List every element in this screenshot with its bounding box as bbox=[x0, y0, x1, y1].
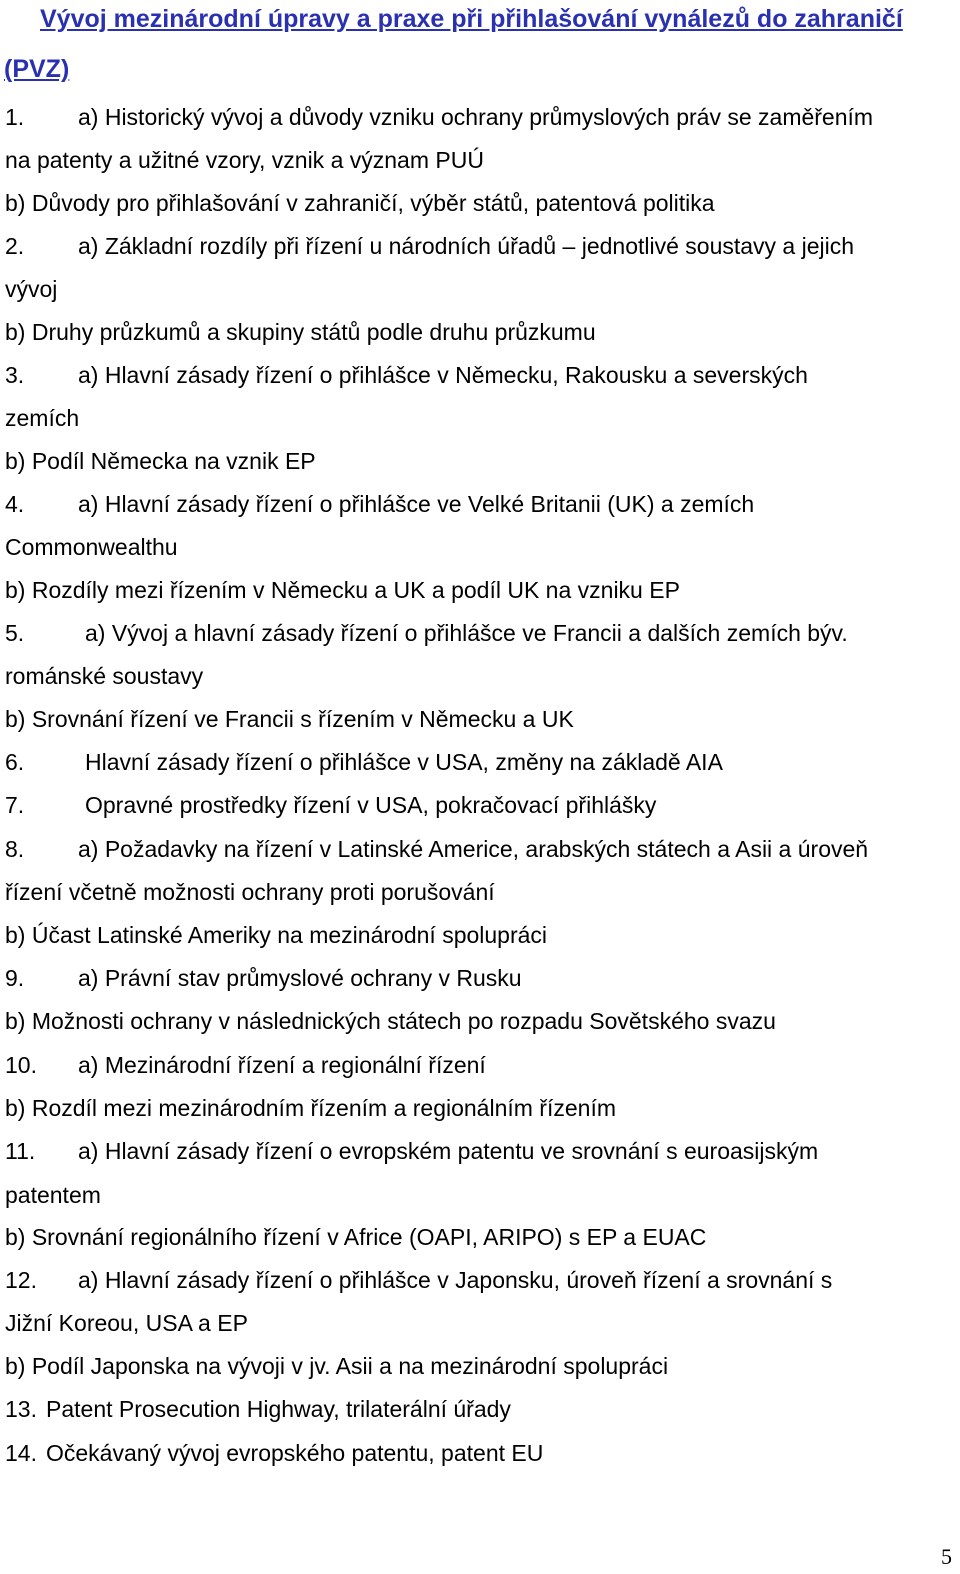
list-item bbox=[5, 620, 848, 647]
item-text: b) Podíl Německa na vznik EP bbox=[5, 448, 316, 474]
item-text: b) Rozdíly mezi řízením v Německu a UK a podíl UK na vzniku EP bbox=[5, 577, 680, 603]
list-item bbox=[5, 1095, 616, 1122]
list-item bbox=[5, 1224, 706, 1251]
item-text: a) Historický vývoj a důvody vzniku ochrany průmyslových práv se zaměřením bbox=[78, 104, 874, 130]
list-item bbox=[5, 104, 873, 131]
list-item bbox=[5, 836, 868, 863]
list-item bbox=[5, 362, 808, 389]
list-item bbox=[5, 1440, 543, 1467]
list-item bbox=[5, 577, 680, 604]
list-item bbox=[5, 663, 203, 690]
item-number: 6. bbox=[5, 749, 25, 775]
list-item bbox=[5, 491, 754, 518]
item-text: a) Hlavní zásady řízení o evropském patentu ve srovnání s euroasijským bbox=[78, 1138, 819, 1164]
list-item bbox=[5, 1353, 668, 1380]
list-item bbox=[5, 233, 854, 260]
list-item bbox=[5, 1267, 832, 1294]
item-text: a) Mezinárodní řízení a regionální řízení bbox=[78, 1052, 486, 1078]
item-text: zemích bbox=[5, 405, 80, 431]
item-text: a) Hlavní zásady řízení o přihlášce v Japonsku, úroveň řízení a srovnání s bbox=[78, 1267, 833, 1293]
item-text: řízení včetně možnosti ochrany proti porušování bbox=[5, 879, 495, 905]
list-item bbox=[5, 1008, 776, 1035]
item-number: 2. bbox=[5, 233, 25, 259]
item-text: Patent Prosecution Highway, trilaterální úřady bbox=[46, 1396, 511, 1422]
item-text: b) Důvody pro přihlašování v zahraničí, výběr států, patentová politika bbox=[5, 190, 715, 216]
list-item bbox=[5, 534, 178, 561]
list-item bbox=[5, 965, 522, 992]
item-text: patentem bbox=[5, 1182, 101, 1208]
list-item bbox=[5, 922, 547, 949]
item-text: b) Účast Latinské Ameriky na mezinárodní spolupráci bbox=[5, 922, 548, 948]
item-text: Opravné prostředky řízení v USA, pokračovací přihlášky bbox=[85, 792, 657, 818]
list-item bbox=[5, 792, 656, 819]
item-text: b) Podíl Japonska na vývoji v jv. Asii a na mezinárodní spolupráci bbox=[5, 1353, 669, 1379]
item-text: b) Srovnání regionálního řízení v Africe (OAPI, ARIPO) s EP a EUAC bbox=[5, 1224, 707, 1250]
item-text: b) Možnosti ochrany v následnických státech po rozpadu Sovětského svazu bbox=[5, 1008, 776, 1034]
item-number: 8. bbox=[5, 836, 25, 862]
item-text: b) Srovnání řízení ve Francii s řízením v Německu a UK bbox=[5, 706, 574, 732]
item-text: Jižní Koreou, USA a EP bbox=[5, 1310, 248, 1336]
item-text: b) Rozdíl mezi mezinárodním řízením a regionálním řízením bbox=[5, 1095, 616, 1121]
item-number: 14. bbox=[5, 1440, 37, 1466]
item-number: 9. bbox=[5, 965, 25, 991]
list-item bbox=[5, 749, 723, 776]
list-item bbox=[5, 190, 715, 217]
list-item bbox=[5, 405, 79, 432]
item-text: a) Právní stav průmyslové ochrany v Rusku bbox=[78, 965, 522, 991]
item-number: 1. bbox=[5, 104, 25, 130]
item-text: a) Vývoj a hlavní zásady řízení o přihlášce ve Francii a dalších zemích býv. bbox=[85, 620, 848, 646]
item-text: vývoj bbox=[5, 276, 58, 302]
item-number: 5. bbox=[5, 620, 25, 646]
item-number: 12. bbox=[5, 1267, 37, 1293]
list-item bbox=[5, 1052, 486, 1079]
item-text: a) Požadavky na řízení v Latinské Americe, arabských státech a Asii a úroveň bbox=[78, 836, 869, 862]
item-text: Očekávaný vývoj evropského patentu, patent EU bbox=[46, 1440, 544, 1466]
list-item bbox=[5, 276, 57, 303]
list-item bbox=[5, 706, 574, 733]
item-text: a) Základní rozdíly při řízení u národních úřadů – jednotlivé soustavy a jejich bbox=[78, 233, 855, 259]
item-text: Hlavní zásady řízení o přihlášce v USA, změny na základě AIA bbox=[85, 749, 723, 775]
item-text: a) Hlavní zásady řízení o přihlášce ve Velké Britanii (UK) a zemích bbox=[78, 491, 755, 517]
item-number: 3. bbox=[5, 362, 25, 388]
page-number: 5 bbox=[941, 1544, 952, 1569]
item-number: 10. bbox=[5, 1052, 37, 1078]
list-item bbox=[5, 1310, 248, 1337]
item-number: 11. bbox=[5, 1138, 36, 1164]
list-item bbox=[5, 879, 495, 906]
list-item bbox=[5, 1182, 101, 1209]
list-item bbox=[5, 319, 596, 346]
list-item bbox=[5, 1138, 818, 1165]
list-item bbox=[5, 1396, 511, 1423]
item-number: 4. bbox=[5, 491, 25, 517]
page-title: Vývoj mezinárodní úpravy a praxe při přihlašování vynálezů do zahraničí (PVZ) bbox=[4, 5, 903, 83]
item-number: 13. bbox=[5, 1396, 37, 1422]
item-text: b) Druhy průzkumů a skupiny států podle druhu průzkumu bbox=[5, 319, 596, 345]
item-text: Commonwealthu bbox=[5, 534, 178, 560]
item-number: 7. bbox=[5, 792, 25, 818]
list-item bbox=[5, 448, 316, 475]
list-item bbox=[5, 147, 484, 174]
item-text: a) Hlavní zásady řízení o přihlášce v Německu, Rakousku a severských bbox=[78, 362, 808, 388]
item-text: románské soustavy bbox=[5, 663, 204, 689]
item-text: na patenty a užitné vzory, vznik a význam PUÚ bbox=[5, 147, 484, 173]
